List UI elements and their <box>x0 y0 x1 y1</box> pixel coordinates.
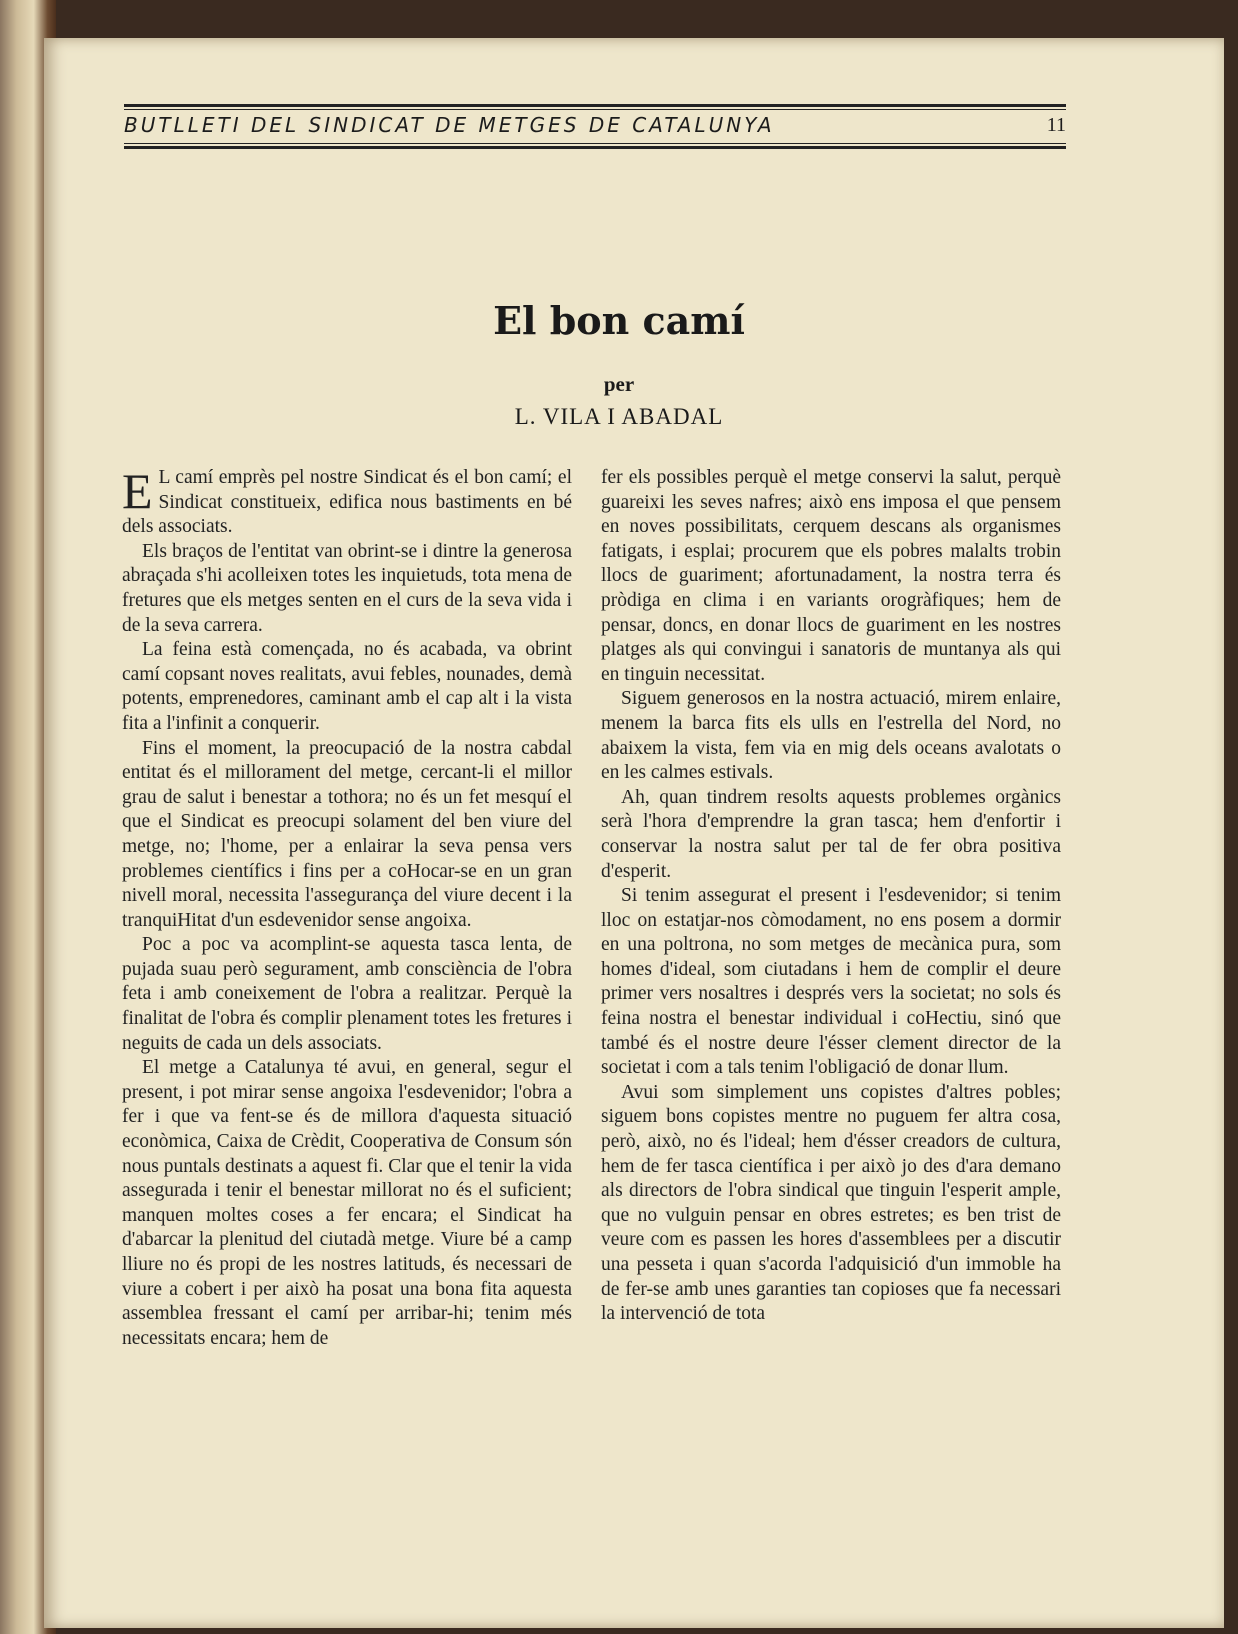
header-bottom-rules <box>124 143 1066 149</box>
drop-cap: E <box>122 463 153 519</box>
article-author: L. VILA I ABADAL <box>514 404 724 429</box>
paragraph: El metge a Catalunya té avui, en general, segur el present, i pot mirar sense angoixa l'esdevenidor; l'obra a fer i que va fent-se és de millora d'aquesta situació econòmica, Caixa de Crèdit, Cooperativa de Consum són nous puntals destinats a aquest fi. Clar que el tenir la vida assegurada i tenir el benestar millorat no és el suficient; manquen moltes coses a fer encara; el Sindicat ha d'abarcar la plenitud del ciutadà metge. Viure bé a camp lliure no és propi de les nostres latituds, és necessari de viure a cobert i per això ha posat una bona fita aquesta assemblea fressant el camí per arribar-hi; tenim més necessitats encara; hem de <box>122 1057 572 1349</box>
opening-paragraph <box>122 463 572 540</box>
continued-paragraph: fer els possibles perquè el metge conservi la salut, perquè guareixi les seves nafres; això ens imposa el que pensem en noves possibilitats, cerquem descans als organismes fatigats, i esplai; procurem que els pobres malalts trobin llocs de guariment; afortunadament, la nostra terra és pròdiga en clima i en variants orogràfiques; hem de pensar, doncs, en donar llocs de guariment en les nostres platges als qui convingui i sanatoris de muntanya als qui en tinguin necessitat. <box>601 467 1061 685</box>
right-column <box>601 466 1061 1327</box>
paragraph: Ah, quan tindrem resolts aquests problemes orgànics serà l'hora d'emprendre la gran tasca; hem d'enfortir i conservar la nostra salut per tal de fer obra positiva d'esperit. <box>601 786 1061 882</box>
page-number: 11 <box>1046 113 1066 136</box>
paragraph: Siguem generosos en la nostra actuació, mirem enlaire, menem la barca fits els ulls en l'estrella del Nord, no abaixem la vista, fem via en mig dels oceans avalotats o en les calmes estivals. <box>601 688 1061 784</box>
paragraph: Avui som simplement uns copistes d'altres pobles; siguem bons copistes mentre no puguem fer altra cosa, però, això, no és l'ideal; hem d'ésser creadors de cultura, hem de fer tasca científica i per això jo des d'ara demano als directors de l'obra sindical que tinguin l'esperit ample, que no vulguin pensar en obres estretes; es ben trist de veure com es passen les hores d'assemblees per a discutir una pesseta i quan s'acorda l'adquisició d'un immoble ha de fer-se amb unes garanties tan copioses que fa necessari la intervenció de tota <box>601 1081 1061 1325</box>
byline-prefix: per <box>603 372 635 396</box>
opening-text: L camí emprès pel nostre Sindicat és el bon camí; el Sindicat constitueix, edifica nous bastiments en bé dels associats. <box>122 467 572 538</box>
paragraph: Els braços de l'entitat van obrint-se i dintre la generosa abraçada s'hi acolleixen totes les inquietuds, tota mena de fretures que els metges senten en el curs de la seva vida i de la seva carrera. <box>122 540 572 636</box>
paragraph: La feina està començada, no és acabada, va obrint camí copsant noves realitats, avui febles, nounades, demà potents, emprenedores, caminant amb el cap alt i la vista fita a l'infinit a conquerir. <box>122 639 572 734</box>
left-column <box>122 463 572 1351</box>
running-header <box>124 110 1066 140</box>
paragraph: Fins el moment, la preocupació de la nostra cabdal entitat és el millorament del metge, cercant-li el millor grau de salut i benestar a tothora; no és un fet mesquí el que el Sindicat es preocupi solament del ben viure del metge, no; l'home, per a enlairar la seva pensa vers problemes científics i fins per a coHocar-se en un gran nivell moral, necessita l'assegurança del viure decent i la tranquiHitat d'un esdevenidor sense angoixa. <box>122 737 572 931</box>
article-title: El bon camí <box>493 298 745 343</box>
paragraph: Si tenim assegurat el present i l'esdevenidor; si tenim lloc on estatjar-nos còmodament, no ens posem a dormir en una poltrona, no som metges de mecànica pura, som homes d'ideal, som ciutadans i hem de complir el deure primer vers nosaltres i després vers la societat; no sols és feina nostra el benestar individual i coHectiu, sinó que també és el nostre deure l'ésser clement director de la societat i com a tals tenim l'obligació de donar llum. <box>601 885 1061 1079</box>
paragraph: Poc a poc va acomplint-se aquesta tasca lenta, de pujada suau però segurament, amb consciència de l'obra feta i amb coneixement de l'obra a realitzar. Perquè la finalitat de l'obra és complir plenament totes les fretures i neguits de cada un dels associats. <box>122 934 572 1054</box>
journal-title: BUTLLETI DEL SINDICAT DE METGES DE CATALUNYA <box>124 113 775 137</box>
